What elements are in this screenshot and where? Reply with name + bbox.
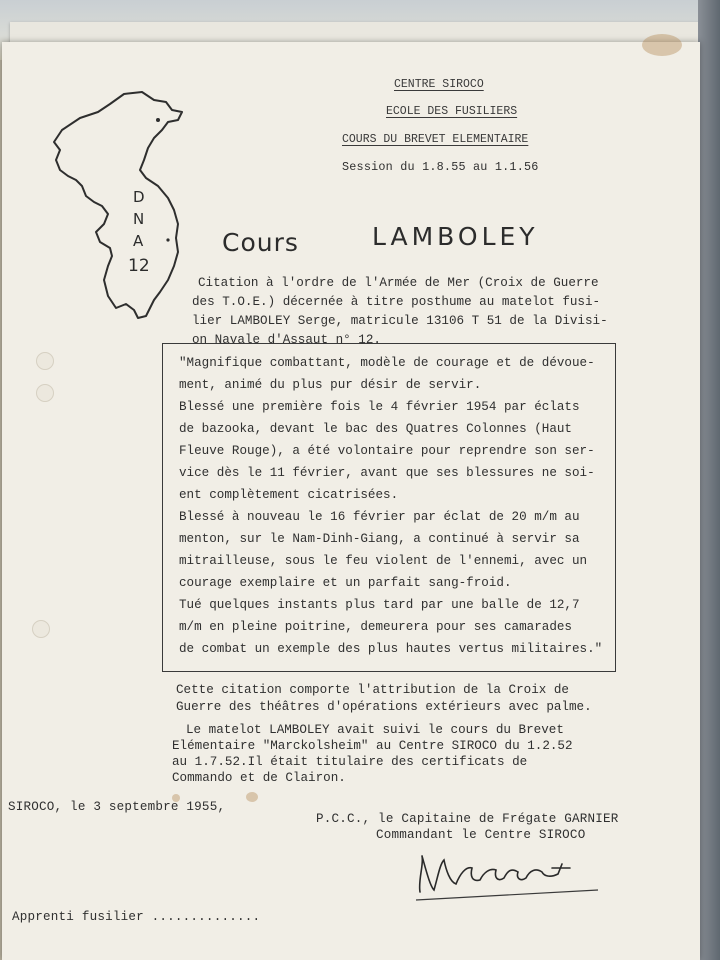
citation-line: menton, sur le Nam-Dinh-Giang, a continué à servir sa bbox=[179, 532, 580, 546]
header-school: ECOLE DES FUSILIERS bbox=[386, 105, 518, 118]
citation-line: vice dès le 11 février, avant que ses blessures ne soi- bbox=[179, 466, 595, 480]
stain bbox=[246, 792, 258, 802]
apprentice-field: Apprenti fusilier .............. bbox=[12, 910, 261, 924]
award-line: Cette citation comporte l'attribution de la Croix de bbox=[176, 683, 569, 697]
stain bbox=[642, 34, 682, 56]
citation-line: Tué quelques instants plus tard par une balle de 12,7 bbox=[179, 598, 580, 612]
citation-line: ent complètement cicatrisées. bbox=[179, 488, 399, 502]
intro-line: des T.O.E.) décernée à titre posthume au matelot fusi- bbox=[192, 295, 601, 309]
title-name: LAMBOLEY bbox=[372, 222, 539, 251]
citation-intro bbox=[192, 274, 608, 350]
history-line: Elémentaire "Marckolsheim" au Centre SIROCO du 1.2.52 bbox=[172, 739, 573, 753]
citation-line: Blessé à nouveau le 16 février par éclat de 20 m/m au bbox=[179, 510, 580, 524]
intro-line: Citation à l'ordre de l'Armée de Mer (Croix de Guerre bbox=[198, 276, 599, 290]
signatory-role: Commandant le Centre SIROCO bbox=[376, 828, 586, 842]
citation-line: de bazooka, devant le bac des Quatres Colonnes (Haut bbox=[179, 422, 572, 436]
map-label-number: 12 bbox=[128, 256, 150, 276]
title-cours: Cours bbox=[222, 228, 299, 257]
citation-text bbox=[179, 352, 602, 660]
citation-line: ment, animé du plus pur désir de servir. bbox=[179, 378, 482, 392]
background-edge bbox=[698, 0, 720, 960]
citation-line: courage exemplaire et un parfait sang-froid. bbox=[179, 576, 512, 590]
history-line: Commando et de Clairon. bbox=[172, 771, 346, 785]
map-label-d: D bbox=[133, 188, 145, 206]
citation-line: m/m en pleine poitrine, demeurera pour ses camarades bbox=[179, 620, 572, 634]
citation-line: "Magnifique combattant, modèle de courage et de dévoue- bbox=[179, 356, 595, 370]
header-course: COURS DU BREVET ELEMENTAIRE bbox=[342, 133, 529, 146]
header-center: CENTRE SIROCO bbox=[394, 78, 484, 91]
history-line: au 1.7.52.Il était titulaire des certificats de bbox=[172, 755, 528, 769]
citation-line: de combat un exemple des plus hautes vertus militaires." bbox=[179, 642, 603, 656]
course-history bbox=[172, 722, 573, 786]
history-line: Le matelot LAMBOLEY avait suivi le cours du Brevet bbox=[186, 723, 564, 737]
citation-box bbox=[162, 343, 616, 672]
citation-line: Fleuve Rouge), a été volontaire pour reprendre son ser- bbox=[179, 444, 595, 458]
punch-hole bbox=[36, 384, 54, 402]
citation-award bbox=[176, 682, 592, 716]
citation-line: mitrailleuse, sous le feu violent de l'ennemi, avec un bbox=[179, 554, 588, 568]
punch-hole bbox=[32, 620, 50, 638]
intro-line: lier LAMBOLEY Serge, matricule 13106 T 51 de la Divisi- bbox=[192, 314, 608, 328]
citation-line: Blessé une première fois le 4 février 1954 par éclats bbox=[179, 400, 580, 414]
map-label-n: N bbox=[133, 210, 145, 228]
handwritten-signature bbox=[400, 846, 610, 906]
punch-hole bbox=[36, 352, 54, 370]
place-date: SIROCO, le 3 septembre 1955, bbox=[8, 800, 226, 814]
intro-line: on Navale d'Assaut n° 12. bbox=[192, 333, 381, 347]
signatory-title: P.C.C., le Capitaine de Frégate GARNIER bbox=[316, 812, 619, 826]
award-line: Guerre des théâtres d'opérations extérieurs avec palme. bbox=[176, 700, 592, 714]
header-session: Session du 1.8.55 au 1.1.56 bbox=[342, 160, 539, 174]
map-label-a: A bbox=[133, 232, 144, 250]
vietnam-map-icon bbox=[50, 90, 190, 322]
